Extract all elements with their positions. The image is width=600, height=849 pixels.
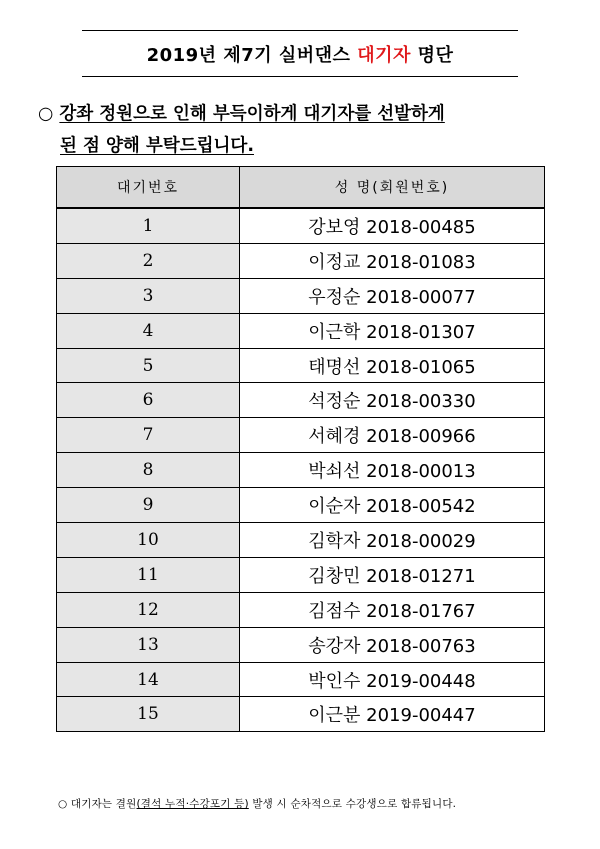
table-row (57, 278, 545, 313)
waiting-number-cell: 1 (57, 208, 240, 243)
table-row (57, 627, 545, 662)
footnote (58, 796, 558, 811)
table-row (57, 383, 545, 418)
title-suffix: 명단 (410, 44, 454, 66)
waiting-number-cell: 11 (57, 557, 240, 592)
title-highlight: 대기자 (357, 44, 411, 66)
table-row (57, 592, 545, 627)
name-member-id-cell: 석정순 2018-00330 (240, 383, 545, 418)
waiting-number-cell: 2 (57, 243, 240, 278)
name-member-id-cell: 서혜경 2018-00966 (240, 418, 545, 453)
name-member-id-cell: 박쇠선 2018-00013 (240, 453, 545, 488)
table-row (57, 418, 545, 453)
title-prefix: 2019년 제7기 실버댄스 (146, 44, 358, 66)
notice-line-1-text: 강좌 정원으로 인해 부득이하게 대기자를 선발하게 (59, 104, 445, 124)
table-body (57, 208, 545, 732)
waiting-list-table (56, 166, 545, 732)
table-row (57, 488, 545, 523)
waiting-number-cell: 4 (57, 313, 240, 348)
name-member-id-cell: 이정교 2018-01083 (240, 243, 545, 278)
waiting-number-cell: 14 (57, 662, 240, 697)
name-member-id-cell: 박인수 2019-00448 (240, 662, 545, 697)
waiting-number-cell: 3 (57, 278, 240, 313)
name-member-id-cell: 이근분 2019-00447 (240, 697, 545, 732)
notice-line-1 (38, 98, 558, 130)
name-member-id-cell: 김점수 2018-01767 (240, 592, 545, 627)
footnote-underlined: (결석 누적·수강포기 등) (136, 798, 249, 810)
waiting-number-cell: 15 (57, 697, 240, 732)
notice-line-2-text: 된 점 양해 부탁드립니다. (60, 136, 254, 156)
name-member-id-cell: 김창민 2018-01271 (240, 557, 545, 592)
table-row (57, 348, 545, 383)
table-row (57, 662, 545, 697)
waiting-number-cell: 8 (57, 453, 240, 488)
waiting-number-cell: 7 (57, 418, 240, 453)
table-header-row (57, 167, 545, 209)
waiting-number-cell: 13 (57, 627, 240, 662)
name-member-id-cell: 이순자 2018-00542 (240, 488, 545, 523)
table-row (57, 313, 545, 348)
name-member-id-cell: 송강자 2018-00763 (240, 627, 545, 662)
header-name-member-id: 성 명(회원번호) (240, 167, 545, 209)
table-row (57, 557, 545, 592)
name-member-id-cell: 우정순 2018-00077 (240, 278, 545, 313)
notice-text (38, 98, 558, 162)
name-member-id-cell: 이근학 2018-01307 (240, 313, 545, 348)
notice-line-2 (38, 130, 558, 162)
table-row (57, 453, 545, 488)
table-row (57, 697, 545, 732)
waiting-number-cell: 12 (57, 592, 240, 627)
waiting-number-cell: 9 (57, 488, 240, 523)
name-member-id-cell: 김학자 2018-00029 (240, 523, 545, 558)
header-waiting-number: 대기번호 (57, 167, 240, 209)
table-row (57, 523, 545, 558)
waiting-number-cell: 5 (57, 348, 240, 383)
page-title (82, 30, 518, 77)
name-member-id-cell: 강보영 2018-00485 (240, 208, 545, 243)
footnote-prefix: ○ 대기자는 결원 (58, 798, 137, 810)
waiting-number-cell: 10 (57, 523, 240, 558)
table-row (57, 243, 545, 278)
waiting-number-cell: 6 (57, 383, 240, 418)
table-row (57, 208, 545, 243)
footnote-suffix: 발생 시 순차적으로 수강생으로 합류됩니다. (248, 798, 457, 810)
name-member-id-cell: 태명선 2018-01065 (240, 348, 545, 383)
notice-bullet-icon: ○ (38, 104, 54, 124)
